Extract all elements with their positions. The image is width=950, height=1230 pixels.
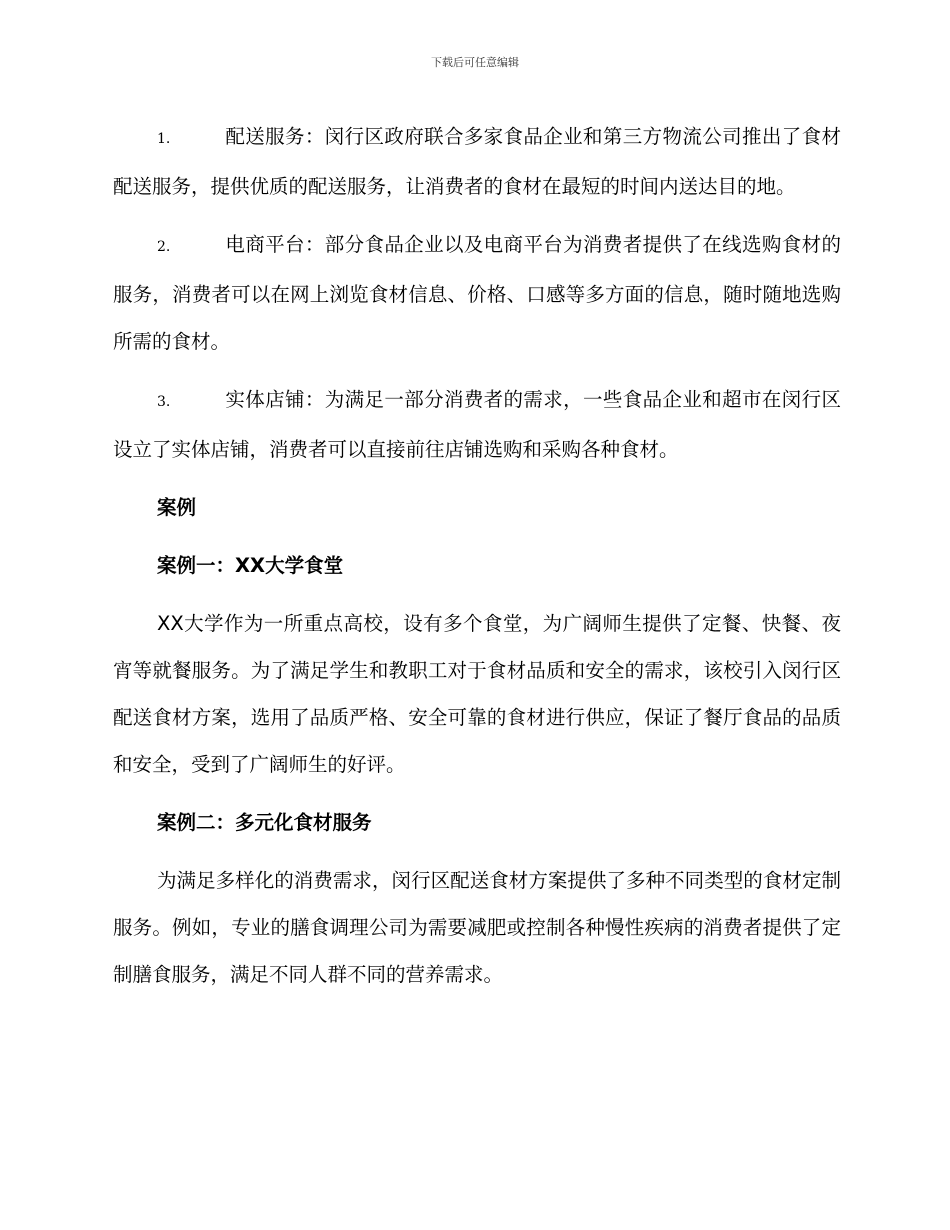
document-body (113, 113, 841, 1009)
section-heading: 案例 (157, 496, 197, 519)
list-item (113, 221, 841, 365)
case-two-title: 案例二：多元化食材服务 (157, 811, 372, 834)
list-number: 1. (157, 131, 171, 147)
list-item-text: 配送服务：闵行区政府联合多家食品企业和第三方物流公司推出了食材配送服务，提供优质的配送服务，让消费者的食材在最短的时间内送达目的地。 (113, 125, 841, 198)
page-header: 下载后可任意编辑 (431, 56, 519, 69)
list-item-text: 电商平台：部分食品企业以及电商平台为消费者提供了在线选购食材的服务，消费者可以在网上浏览食材信息、价格、口感等多方面的信息，随时随地选购所需的食材。 (113, 233, 841, 353)
list-item-text: 实体店铺：为满足一部分消费者的需求，一些食品企业和超市在闵行区设立了实体店铺，消费者可以直接前往店铺选购和采购各种食材。 (113, 388, 841, 461)
list-item (113, 376, 841, 473)
case-one-title: 案例一：XX大学食堂 (157, 554, 344, 577)
list-number: 2. (157, 239, 171, 255)
case-two-body: 为满足多样化的消费需求，闵行区配送食材方案提供了多种不同类型的食材定制服务。例如，专业的膳食调理公司为需要减肥或控制各种慢性疾病的消费者提供了定制膳食服务，满足不同人群不同的营养需求。 (113, 869, 841, 986)
case-one-body: XX大学作为一所重点高校，设有多个食堂，为广阔师生提供了定餐、快餐、夜宵等就餐服务。为了满足学生和教职工对于食材品质和安全的需求，该校引入闵行区配送食材方案，选用了品质严格、安全可靠的食材进行供应，保证了餐厅食品的品质和安全，受到了广阔师生的好评。 (113, 612, 841, 776)
list-item (113, 113, 841, 210)
list-number: 3. (157, 394, 171, 410)
